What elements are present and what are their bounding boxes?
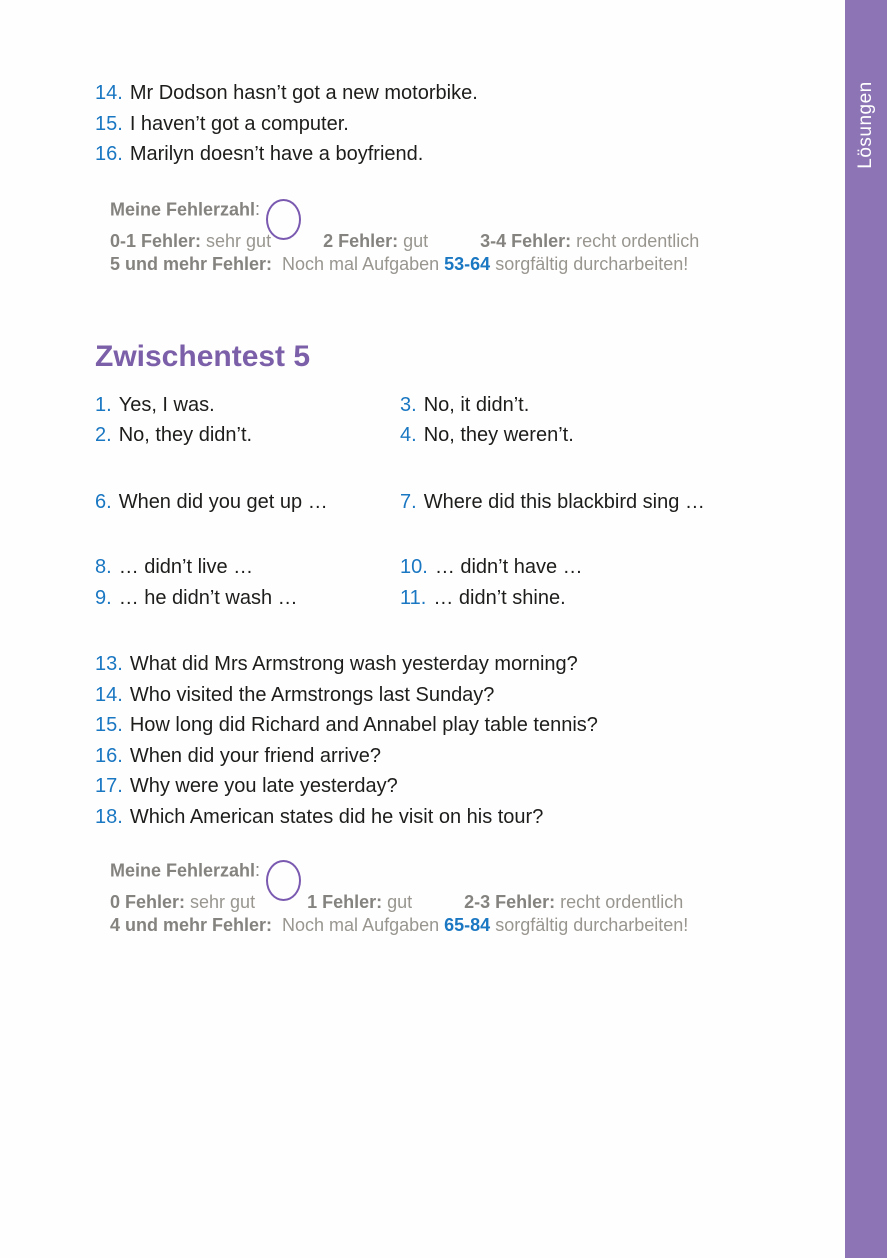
error-score-box (110, 190, 755, 276)
answer-item (95, 583, 400, 614)
page-content (95, 78, 755, 937)
grade-text: sehr gut (190, 892, 256, 912)
retry-pre: Noch mal Aufgaben (277, 253, 445, 274)
answer-item (95, 741, 755, 772)
grade-entry (110, 230, 271, 253)
grade-label: 0 Fehler: (110, 892, 186, 912)
answer-item (95, 78, 755, 109)
answer-number: 14. (95, 82, 123, 104)
answer-text: What did Mrs Armstrong wash yesterday morning? (129, 653, 578, 675)
grade-label: 1 Fehler: (307, 892, 383, 912)
answer-grid-c (95, 552, 755, 613)
answer-number: 16. (95, 143, 123, 165)
grade-text: sehr gut (206, 230, 272, 251)
error-count-row (110, 190, 755, 220)
answer-number: 6. (95, 490, 112, 513)
grade-label: 3-4 Fehler: (480, 230, 572, 251)
answer-item (400, 390, 755, 421)
answer-text: … didn’t shine. (433, 586, 566, 609)
answer-text: … didn’t have … (434, 556, 583, 578)
answer-number: 9. (95, 586, 112, 609)
grade-label: 2 Fehler: (323, 230, 399, 251)
chapter-tab (845, 0, 887, 1258)
answer-item (95, 649, 755, 680)
answer-text: Why were you late yesterday? (129, 775, 398, 797)
grade-entry (480, 230, 699, 253)
retry-label: 5 und mehr Fehler: (110, 253, 273, 274)
answer-number: 17. (95, 775, 123, 797)
retry-advice-row (110, 914, 755, 937)
grade-text: gut (403, 230, 429, 251)
grade-text: recht ordentlich (576, 230, 700, 251)
answer-item (95, 420, 400, 451)
retry-pre: Noch mal Aufgaben (277, 915, 445, 935)
answer-text: When did you get up … (118, 490, 328, 513)
retry-task-range: 65-84 (444, 915, 491, 935)
grade-entry (307, 891, 412, 914)
answer-grid-b (95, 487, 755, 518)
grade-text: gut (387, 892, 413, 912)
answer-text: No, it didn’t. (423, 393, 530, 416)
answer-number: 15. (95, 714, 123, 736)
error-count-circle (266, 199, 301, 240)
grade-scale-row (110, 891, 755, 914)
grade-entry (464, 891, 683, 914)
answer-item (95, 680, 755, 711)
error-count-circle (266, 860, 301, 901)
answer-grid-a (95, 390, 755, 451)
grade-label: 0-1 Fehler: (110, 230, 202, 251)
answer-item (95, 552, 400, 583)
answer-number: 11. (400, 586, 427, 609)
answer-text: How long did Richard and Annabel play table tennis? (129, 714, 598, 736)
section-title: Zwischentest 5 (95, 339, 311, 373)
answer-text: Where did this blackbird sing … (423, 490, 705, 513)
retry-advice-row (110, 253, 755, 276)
answer-item (95, 109, 755, 140)
answer-text: I haven’t got a computer. (129, 112, 349, 135)
answer-text: Which American states did he visit on his tour? (129, 805, 544, 828)
answer-number: 18. (95, 805, 123, 828)
answer-number: 7. (400, 490, 417, 513)
answer-item (400, 420, 755, 451)
answer-number: 3. (400, 393, 417, 416)
answer-number: 16. (95, 744, 123, 767)
answer-number: 13. (95, 653, 123, 675)
answer-text: Marilyn doesn’t have a boyfriend. (129, 143, 424, 165)
answer-item (95, 139, 755, 170)
answer-text: Mr Dodson hasn’t got a new motorbike. (129, 82, 478, 104)
error-score-box (110, 851, 755, 937)
answer-text: Yes, I was. (118, 393, 215, 416)
grade-label: 2-3 Fehler: (464, 892, 556, 912)
answer-number: 10. (400, 556, 428, 578)
answer-item (400, 583, 755, 614)
answer-item (95, 390, 400, 421)
error-count-colon: : (255, 860, 261, 881)
answer-number: 2. (95, 424, 112, 446)
grade-scale-row (110, 230, 755, 253)
answer-number: 1. (95, 393, 112, 416)
answer-list-bottom (95, 649, 755, 832)
answer-item (95, 771, 755, 802)
answer-item (95, 487, 400, 518)
answer-number: 4. (400, 424, 417, 446)
answer-number: 14. (95, 683, 123, 706)
answer-list-top (95, 78, 755, 170)
answer-item (95, 802, 755, 833)
answer-text: No, they weren’t. (423, 424, 574, 446)
retry-post: sorgfältig durcharbeiten! (490, 253, 689, 274)
answer-text: No, they didn’t. (118, 424, 253, 446)
error-count-row (110, 851, 755, 881)
error-count-colon: : (255, 198, 261, 219)
retry-post: sorgfältig durcharbeiten! (490, 915, 689, 935)
grade-entry (110, 891, 255, 914)
answer-number: 15. (95, 112, 123, 135)
answer-item (400, 487, 755, 518)
answer-item (95, 710, 755, 741)
answer-number: 8. (95, 556, 112, 578)
answer-item (400, 552, 755, 583)
error-count-label: Meine Fehlerzahl (110, 860, 256, 881)
answer-text: Who visited the Armstrongs last Sunday? (129, 683, 495, 706)
grade-text: recht ordentlich (560, 892, 684, 912)
answer-text: When did your friend arrive? (129, 744, 382, 767)
chapter-tab-label: Lösungen (855, 81, 876, 169)
answer-text: … didn’t live … (118, 556, 254, 578)
retry-label: 4 und mehr Fehler: (110, 915, 273, 935)
answer-text: … he didn’t wash … (118, 586, 298, 609)
error-count-label: Meine Fehlerzahl (110, 198, 256, 219)
retry-task-range: 53-64 (444, 253, 491, 274)
grade-entry (323, 230, 428, 253)
